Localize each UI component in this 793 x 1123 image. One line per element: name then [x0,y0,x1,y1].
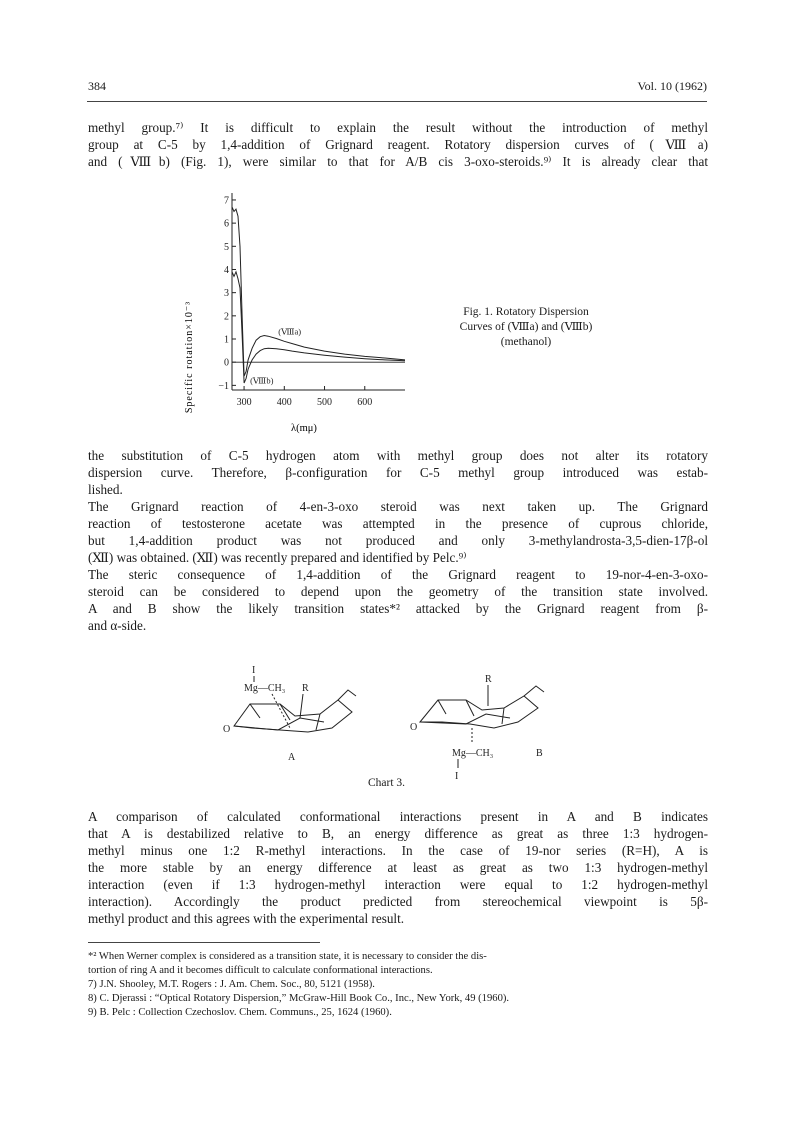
x-tick-label: 600 [357,397,373,408]
figure-1-caption [422,305,630,350]
text-line: methyl minus one 1:2 R-methyl interactions. In the case of 19-nor series (R=H), A is [88,843,708,858]
x-tick-label: 400 [276,397,292,408]
bond-line [300,694,303,718]
text-line: the more stable by an energy difference at least as great as two 1:3 hydrogen-methyl [88,860,708,875]
reagent-label: Mg—CH₃ [244,683,286,694]
r-group-label: R [485,674,492,685]
text-line: reaction of testosterone acetate was attempted in the presence of cuprous chloride, [88,516,708,531]
text-line: The Grignard reaction of 4-en-3-oxo steroid was next taken up. The Grignard [88,499,708,514]
x-tick-label: 500 [317,397,333,408]
dashed-bond [272,694,290,728]
y-tick-label: 3 [224,288,229,300]
y-tick-label: 2 [224,311,229,323]
oxo-label: O [223,724,231,735]
y-tick-label: 6 [224,218,229,230]
text-line: and (Ⅷb) (Fig. 1), were similar to that for A/B cis 3-oxo-steroids.⁹⁾ It is already clear that [88,154,708,169]
text-line: The steric consequence of 1,4-addition of the Grignard reagent to 19-nor-4-en-3-oxo- [88,567,708,582]
text-line: the substitution of C-5 hydrogen atom with methyl group does not alter its rotatory [88,448,708,463]
chart-curves [232,207,405,386]
x-axis-label: λ(mμ) [291,423,317,434]
y-tick-label: 0 [224,357,229,369]
text-line: interaction). Accordingly the product predicted from stereochemical viewpoint is 5β- [88,894,708,909]
y-tick-label: −1 [218,380,229,392]
text-line: methyl product and this agrees with the experimental result. [88,911,405,926]
paragraph-5 [88,808,708,927]
caption-line: Fig. 1. Rotatory Dispersion [463,306,589,318]
text-line: group at C-5 by 1,4-addition of Grignard reagent. Rotatory dispersion curves of (Ⅷa) [88,137,708,152]
structure-a [223,665,356,763]
iodine-label: I [252,665,256,676]
ring-bond [420,714,510,724]
paragraph-4 [88,566,708,634]
footnote-line: tortion of ring A and it becomes difficult to calculate conformational interactions. [88,965,433,976]
header-rule [87,101,707,102]
y-tick-label: 7 [224,195,229,207]
y-tick-label: 4 [224,264,229,276]
series-label-b: (Ⅷb) [250,375,274,386]
footnote-rule [88,942,320,943]
text-line: A comparison of calculated conformational interactions present in A and B indicates [88,809,708,824]
text-line: dispersion curve. Therefore, β-configuration for C-5 methyl group introduced was estab- [88,465,708,480]
footnote-line: *² When Werner complex is considered as a transition state, it is necessary to consider the dis- [88,951,487,962]
footnote-line: 9) B. Pelc : Collection Czechoslov. Chem. Communs., 25, 1624 (1960). [88,1007,392,1018]
footnote-line: 7) J.N. Shooley, M.T. Rogers : J. Am. Chem. Soc., 80, 5121 (1958). [88,979,375,990]
footnotes [88,950,708,1020]
text-line: steroid can be considered to depend upon the geometry of the transition state involved. [88,584,708,599]
caption-line: Curves of (Ⅷa) and (Ⅷb) [459,321,593,333]
footnote-line: 8) C. Djerassi : “Optical Rotatory Dispersion,” McGraw-Hill Book Co., Inc., New York, 49 (1960). [88,993,510,1004]
y-axis-label: Specific rotation×10⁻³ [184,300,195,414]
text-line: and α-side. [88,618,147,633]
r-group-label: R [302,683,309,694]
series-line-a [232,207,405,376]
ring-bond [524,686,544,696]
text-line: interaction (even if 1:3 hydrogen-methyl interaction were equal to 1:2 hydrogen-methyl [88,877,708,892]
paragraph-3 [88,498,708,566]
text-line: lished. [88,482,123,497]
structure-b [410,674,544,782]
text-line: methyl group.⁷⁾ It is difficult to explain the result without the introduction of methyl [88,120,708,135]
iodine-label: I [455,771,459,782]
journal-volume: Vol. 10 (1962) [637,79,707,93]
text-line: (Ⅻ) was obtained. (Ⅻ) was recently prepared and identified by Pelc.⁹⁾ [88,550,467,565]
paragraph-1 [88,119,708,170]
series-line-b [232,272,405,383]
structure-label: B [536,748,543,759]
text-line: but 1,4-addition product was not produced and only 3-methylandrosta-3,5-dien-17β-ol [88,533,708,548]
page-number: 384 [88,79,106,93]
chart-3-caption: Chart 3. [368,777,406,789]
series-label-a: (Ⅷa) [278,326,302,337]
ring-bond [338,690,356,700]
structure-label: A [288,752,296,763]
y-tick-label: 5 [224,241,229,253]
text-line: A and B show the likely transition states*² attacked by the Grignard reagent from β- [88,601,708,616]
rotatory-dispersion-chart [170,185,420,440]
caption-line: (methanol) [500,336,552,348]
reagent-label: Mg—CH₃ [452,748,494,759]
ring-bond [234,718,324,730]
x-tick-label: 300 [236,397,252,408]
paragraph-2 [88,447,708,498]
oxo-label: O [410,722,418,733]
chart-3-transition-states [220,660,580,790]
text-line: that A is destabilized relative to B, an energy difference as great as three 1:3 hydrogen- [88,826,708,841]
y-tick-label: 1 [224,334,229,346]
